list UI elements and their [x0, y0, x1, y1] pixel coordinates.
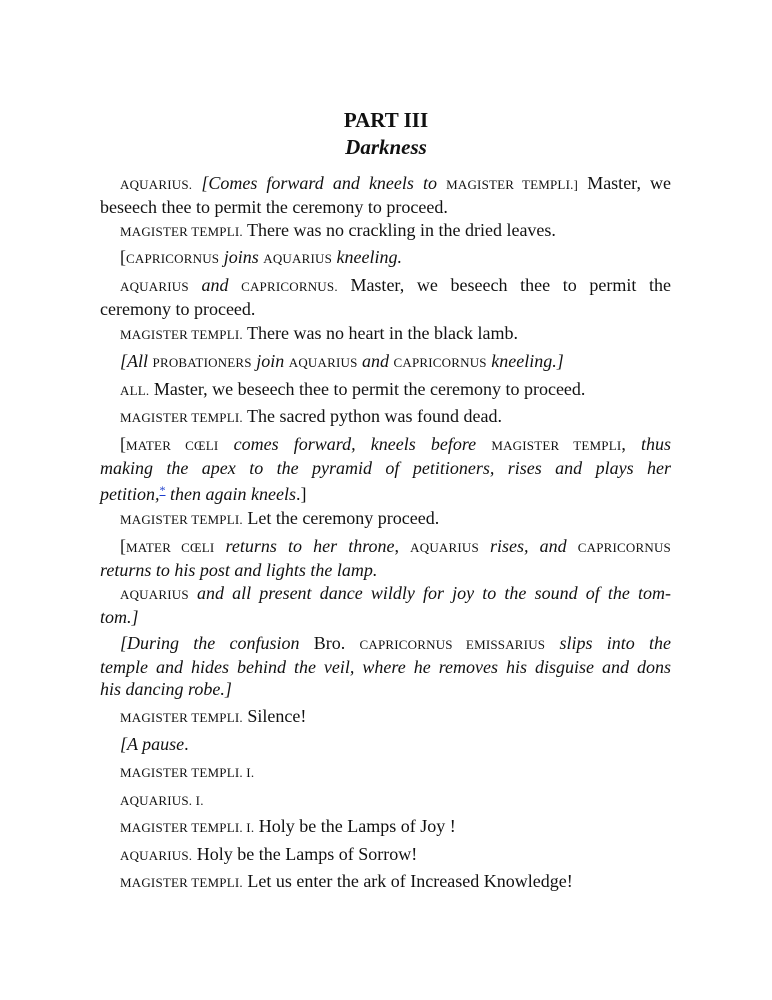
dialogue-text: Silence! — [247, 706, 307, 726]
paragraph-6 — [100, 350, 691, 374]
bracket: [ — [120, 434, 126, 454]
character-name: MATER CŒLI — [126, 438, 219, 453]
stage-direction: [A pause — [120, 734, 185, 754]
dialogue-text: Holy be the Lamps of Joy ! — [258, 816, 456, 836]
paragraph-11 — [100, 535, 671, 581]
paragraph-1 — [100, 172, 671, 218]
speaker-name: MAGISTER TEMPLI. — [120, 224, 243, 239]
paragraph-8 — [100, 405, 691, 429]
paragraph-20 — [100, 870, 691, 894]
paragraph-5 — [100, 322, 691, 346]
dialogue-text: beseech thee to permit the ceremony to proceed. — [100, 197, 448, 217]
paragraph-17 — [100, 788, 691, 812]
paragraph-16 — [100, 760, 691, 784]
character-name: PROBATIONERS — [152, 355, 252, 370]
stage-direction: join — [256, 351, 285, 371]
dialogue-text: Let us enter the ark of Increased Knowledge! — [247, 871, 573, 891]
speaker-name: MAGISTER TEMPLI. — [120, 710, 243, 725]
paragraph-10 — [100, 507, 691, 531]
stage-direction: making the apex to the pyramid of petitioners, rises and plays her — [100, 458, 671, 478]
paragraph-3 — [100, 246, 691, 270]
paragraph-13 — [100, 632, 671, 700]
dialogue-text: Let the ceremony proceed. — [247, 508, 440, 528]
dialogue-text: The sacred python was found dead. — [247, 406, 502, 426]
character-name: MAGISTER TEMPLI — [491, 438, 622, 453]
speaker-name: AQUARIUS. — [120, 848, 193, 863]
period: . — [184, 734, 189, 754]
paragraph-9 — [100, 433, 671, 505]
paragraph-2 — [100, 219, 691, 243]
speaker-name: AQUARIUS. — [120, 177, 193, 192]
speaker-name: CAPRICORNUS. — [241, 279, 338, 294]
character-name: AQUARIUS — [120, 587, 189, 602]
speaker-name: MAGISTER TEMPLI.] — [446, 177, 579, 192]
paragraph-12 — [100, 582, 671, 628]
stage-direction: then again kneels — [170, 484, 296, 504]
dialogue-text: Master, we — [587, 173, 672, 193]
stage-direction: [Comes forward and kneels to — [201, 173, 438, 193]
bracket: .] — [295, 484, 307, 504]
comma: , — [621, 434, 626, 454]
dialogue-text: Master, we beseech thee to permit the ceremony to proceed. — [153, 379, 586, 399]
speaker-name: MAGISTER TEMPLI. — [120, 512, 243, 527]
stage-direction: rises, and — [490, 536, 567, 556]
dialogue-text: There was no crackling in the dried leaves. — [247, 220, 556, 240]
stage-direction: joins — [223, 247, 259, 267]
character-name: CAPRICORNUS EMISSARIUS — [359, 637, 546, 652]
speaker-name: MAGISTER TEMPLI. — [120, 875, 243, 890]
dialogue-text: ceremony to proceed. — [100, 299, 256, 319]
stage-direction: petition, — [100, 484, 160, 504]
speaker-name: MAGISTER TEMPLI. I. — [120, 765, 255, 780]
stage-direction: kneeling.] — [491, 351, 564, 371]
character-name: AQUARIUS — [263, 251, 333, 266]
stage-direction: thus — [641, 434, 672, 454]
paragraph-4 — [100, 274, 671, 320]
stage-direction: and all present dance wildly for joy to the sound of the tom- — [196, 583, 672, 603]
part-heading: PART III — [343, 108, 429, 132]
stage-direction: [During the confusion — [120, 633, 300, 653]
comma: , — [394, 536, 400, 556]
stage-direction: [All — [120, 351, 149, 371]
character-name: AQUARIUS — [410, 540, 479, 555]
character-title: Bro. — [313, 633, 346, 653]
bracket: [ — [120, 536, 126, 556]
character-name: MATER CŒLI — [126, 540, 215, 555]
paragraph-15 — [100, 733, 691, 755]
stage-direction: slips into the — [559, 633, 671, 653]
paragraph-14 — [100, 705, 691, 729]
paragraph-18 — [100, 815, 691, 839]
speaker-name: AQUARIUS — [120, 279, 189, 294]
dialogue-text: There was no heart in the black lamb. — [247, 323, 518, 343]
character-name: AQUARIUS — [288, 355, 358, 370]
stage-direction: and — [201, 275, 229, 295]
stage-direction: temple and hides behind the veil, where he removes his disguise and dons — [100, 657, 671, 677]
footnote-link[interactable]: * — [159, 483, 166, 497]
stage-direction: returns to his post and lights the lamp. — [100, 560, 378, 580]
character-name: CAPRICORNUS — [126, 251, 220, 266]
speaker-name: MAGISTER TEMPLI. I. — [120, 820, 255, 835]
dialogue-text: Holy be the Lamps of Sorrow! — [196, 844, 418, 864]
stage-direction: his dancing robe.] — [100, 679, 232, 699]
stage-direction: returns to her throne — [225, 536, 395, 556]
bracket: [ — [120, 247, 126, 267]
part-title: Darkness — [345, 135, 427, 159]
character-name: CAPRICORNUS — [393, 355, 487, 370]
paragraph-19 — [100, 843, 691, 867]
stage-direction: comes forward, kneels before — [233, 434, 477, 454]
stage-direction: tom.] — [100, 607, 139, 627]
speaker-name: ALL. — [120, 383, 150, 398]
speaker-name: MAGISTER TEMPLI. — [120, 410, 243, 425]
dialogue-text: Master, we beseech thee to permit the — [350, 275, 672, 295]
stage-direction: and — [362, 351, 390, 371]
stage-direction: kneeling. — [336, 247, 403, 267]
speaker-name: MAGISTER TEMPLI. — [120, 327, 243, 342]
paragraph-7 — [100, 378, 691, 402]
speaker-name: AQUARIUS. I. — [120, 793, 204, 808]
character-name: CAPRICORNUS — [577, 540, 671, 555]
